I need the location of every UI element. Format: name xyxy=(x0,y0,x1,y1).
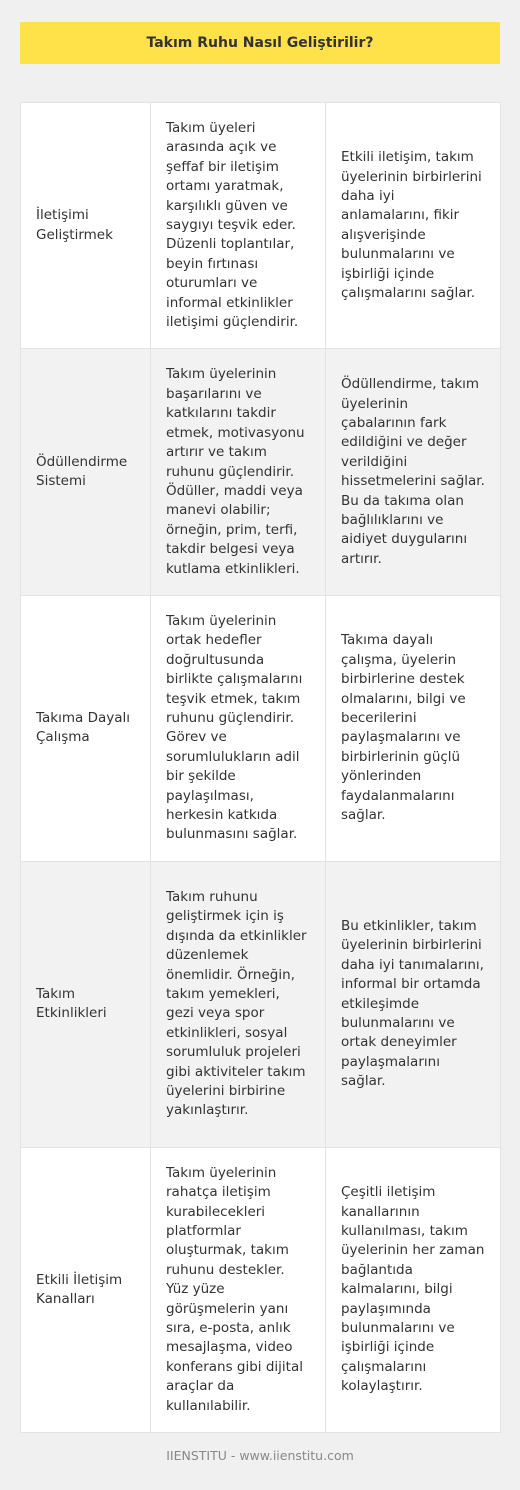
title-banner xyxy=(20,22,500,64)
topic-cell: Takıma Dayalı Çalışma xyxy=(21,595,151,861)
benefit-cell: Takıma dayalı çalışma, üyelerin birbirlerine destek olmalarını, bilgi ve becerilerini paylaşmalarını ve birbirlerinin güçlü yönlerinden faydalanmalarını sağlar. xyxy=(326,595,501,861)
description-cell: Takım üyeleri arasında açık ve şeffaf bir iletişim ortamı yaratmak, karşılıklı güven ve saygıyı teşvik eder. Düzenli toplantılar, beyin fırtınası oturumları ve informal etkinlikler iletişimi güçlendirir. xyxy=(151,103,326,349)
footer-text: IIENSTITU - www.iienstitu.com xyxy=(166,1448,354,1463)
table-row xyxy=(21,349,501,595)
benefit-cell: Ödüllendirme, takım üyelerinin çabalarının fark edildiğini ve değer verildiğini hissetmelerini sağlar. Bu da takıma olan bağlılıklarını ve aidiyet duygularını artırır. xyxy=(326,349,501,595)
benefit-cell: Çeşitli iletişim kanallarının kullanılması, takım üyelerinin her zaman bağlantıda kalmalarını, bilgi paylaşımında bulunmalarını ve işbirliği içinde çalışmalarını kolaylaştırır. xyxy=(326,1147,501,1432)
description-cell: Takım üyelerinin başarılarını ve katkılarını takdir etmek, motivasyonu artırır ve takım ruhunu güçlendirir. Ödüller, maddi veya manevi olabilir; örneğin, prim, terfi, takdir belgesi veya kutlama etkinlikleri. xyxy=(151,349,326,595)
topic-cell: Etkili İletişim Kanalları xyxy=(21,1147,151,1432)
description-cell: Takım üyelerinin ortak hedefler doğrultusunda birlikte çalışmalarını teşvik etmek, takım ruhunu güçlendirir. Görev ve sorumlulukların adil bir şekilde paylaşılması, herkesin katkıda bulunmasını sağlar. xyxy=(151,595,326,861)
page-title: Takım Ruhu Nasıl Geliştirilir? xyxy=(146,35,374,51)
description-cell: Takım üyelerinin rahatça iletişim kurabilecekleri platformlar oluşturmak, takım ruhunu destekler. Yüz yüze görüşmelerin yanı sıra, e-posta, anlık mesajlaşma, video konferans gibi dijital araçlar da kullanılabilir. xyxy=(151,1147,326,1432)
topic-cell: Takım Etkinlikleri xyxy=(21,861,151,1147)
table-row xyxy=(21,103,501,349)
table-row xyxy=(21,595,501,861)
benefit-cell: Bu etkinlikler, takım üyelerinin birbirlerini daha iyi tanımalarını, informal bir ortamda etkileşimde bulunmalarını ve ortak deneyimler paylaşmalarını sağlar. xyxy=(326,861,501,1147)
topic-cell: İletişimi Geliştirmek xyxy=(21,103,151,349)
benefit-cell: Etkili iletişim, takım üyelerinin birbirlerini daha iyi anlamalarını, fikir alışverişinde bulunmalarını ve işbirliği içinde çalışmalarını sağlar. xyxy=(326,103,501,349)
topic-cell: Ödüllendirme Sistemi xyxy=(21,349,151,595)
content-table xyxy=(20,102,501,1433)
description-cell: Takım ruhunu geliştirmek için iş dışında da etkinlikler düzenlemek önemlidir. Örneğin, takım yemekleri, gezi veya spor etkinlikleri, sosyal sorumluluk projeleri gibi aktiviteler takım üyelerini birbirine yakınlaştırır. xyxy=(151,861,326,1147)
table-row xyxy=(21,1147,501,1432)
table-row xyxy=(21,861,501,1147)
content-table-container xyxy=(20,102,500,1433)
